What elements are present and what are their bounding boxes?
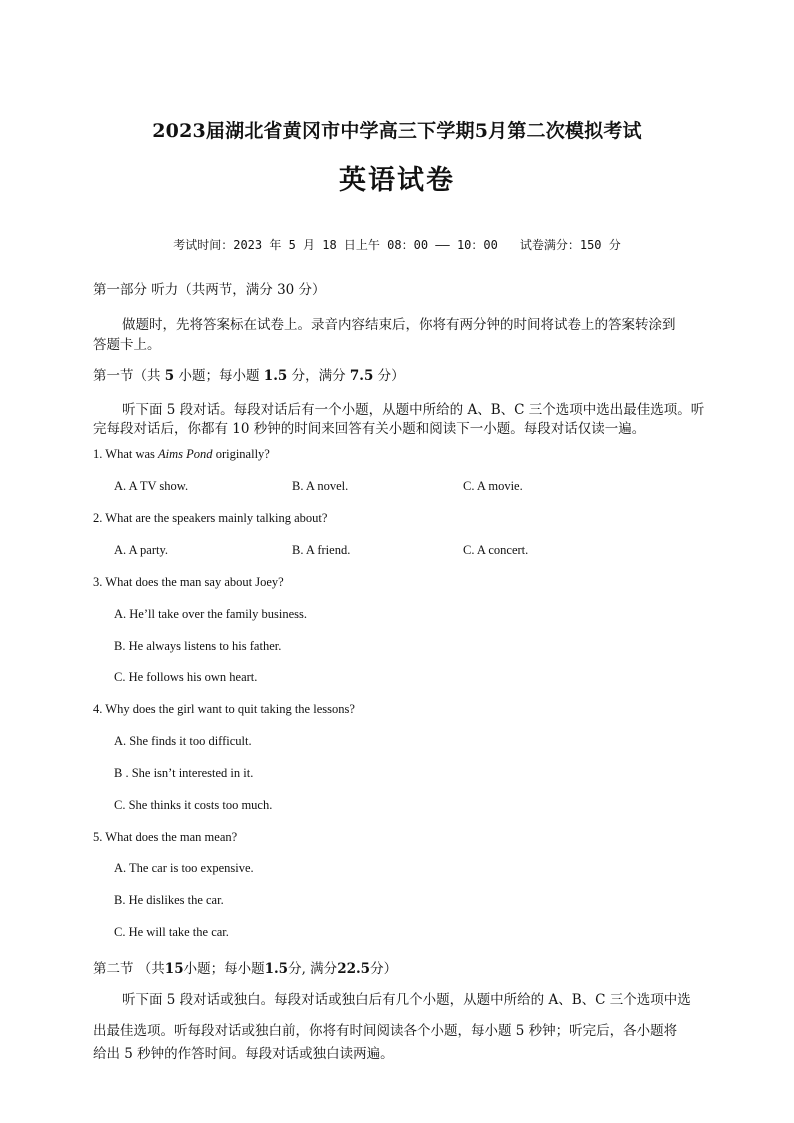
question-5-option-b: B. He dislikes the car.	[114, 893, 224, 907]
section1-instruction-line1: 听下面 5 段对话。每段对话后有一个小题，从题中所给的 A、B、C 三个选项中选出最佳选项。听	[122, 402, 705, 418]
question-4-option-c: C. She thinks it costs too much.	[114, 798, 273, 812]
section2-heading-mid1: 小题；每小题	[183, 961, 265, 977]
section2-instruction-line1: 听下面 5 段对话或独白。每段对话或独白后有几个小题，从题中所给的 A、B、C 三个选项中选	[122, 992, 691, 1008]
question-1-option-a: A. A TV show.	[114, 479, 189, 493]
exam-title: 2023届湖北省黄冈市中学高三下学期5月第二次模拟考试	[152, 120, 642, 142]
section2-instruction-line3: 给出 5 秒钟的作答时间。每段对话或独白读两遍。	[93, 1046, 394, 1062]
question-1-stem-suffix: originally?	[212, 447, 270, 461]
question-1-stem	[93, 447, 270, 462]
question-2-option-a: A. A party.	[114, 543, 169, 557]
question-1-stem-italic: Aims Pond	[158, 447, 213, 461]
question-1-stem-prefix: 1. What was	[93, 447, 159, 461]
question-5-stem: 5. What does the man mean?	[93, 830, 238, 844]
section1-heading-suffix: 分）	[373, 368, 405, 384]
question-4-option-a: A. She finds it too difficult.	[114, 734, 252, 748]
question-2-stem: 2. What are the speakers mainly talking about?	[93, 511, 328, 525]
question-3-option-c: C. He follows his own heart.	[114, 670, 258, 684]
section2-points-each: 1.5	[264, 961, 289, 977]
question-1-option-b: B. A novel.	[292, 479, 349, 493]
section1-instruction-line2: 完每段对话后，你都有 10 秒钟的时间来回答有关小题和阅读下一小题。每段对话仅读一遍。	[93, 421, 646, 437]
section1-question-count: 5	[164, 368, 175, 384]
question-2-option-c: C. A concert.	[463, 543, 529, 557]
question-5-option-c: C. He will take the car.	[114, 925, 229, 939]
section1-heading	[93, 364, 405, 384]
section2-heading-mid2: 分, 满分	[288, 961, 338, 977]
question-5-option-a: A. The car is too expensive.	[114, 861, 254, 875]
section1-heading-mid1: 小题；每小题	[174, 368, 264, 384]
question-3-option-b: B. He always listens to his father.	[114, 639, 282, 653]
question-1-option-c: C. A movie.	[463, 479, 523, 493]
section2-heading	[93, 957, 397, 977]
section2-question-count: 15	[164, 961, 184, 977]
exam-subject-title: 英语试卷	[339, 165, 455, 196]
section2-instruction-line2: 出最佳选项。听每段对话或独白前，你将有时间阅读各个小题，每小题 5 秒钟；听完后，各小题将	[93, 1023, 678, 1039]
section1-points-each: 1.5	[263, 368, 288, 384]
part1-heading: 第一部分 听力（共两节，满分 30 分）	[93, 282, 326, 298]
question-3-stem: 3. What does the man say about Joey?	[93, 575, 284, 589]
question-2-option-b: B. A friend.	[292, 543, 351, 557]
part1-instruction-line1: 做题时，先将答案标在试卷上。录音内容结束后，你将有两分钟的时间将试卷上的答案转涂到	[122, 317, 676, 333]
question-4-option-b: B . She isn’t interested in it.	[114, 766, 254, 780]
section2-heading-suffix: 分）	[370, 961, 398, 977]
full-score: 试卷满分：150 分	[519, 238, 621, 252]
section1-heading-prefix: 第一节（共	[93, 368, 165, 384]
section2-heading-prefix: 第二节 （共	[93, 961, 165, 977]
section1-heading-mid2: 分，满分	[287, 368, 350, 384]
exam-info	[0, 236, 794, 253]
question-3-option-a: A. He’ll take over the family business.	[114, 607, 308, 621]
exam-time: 考试时间：2023 年 5 月 18 日上午 08：00 —— 10：00	[173, 238, 498, 252]
question-4-stem: 4. Why does the girl want to quit taking the lessons?	[93, 702, 355, 716]
section2-total-points: 22.5	[337, 961, 371, 977]
part1-instruction-line2: 答题卡上。	[93, 337, 161, 353]
section1-total-points: 7.5	[349, 368, 374, 384]
